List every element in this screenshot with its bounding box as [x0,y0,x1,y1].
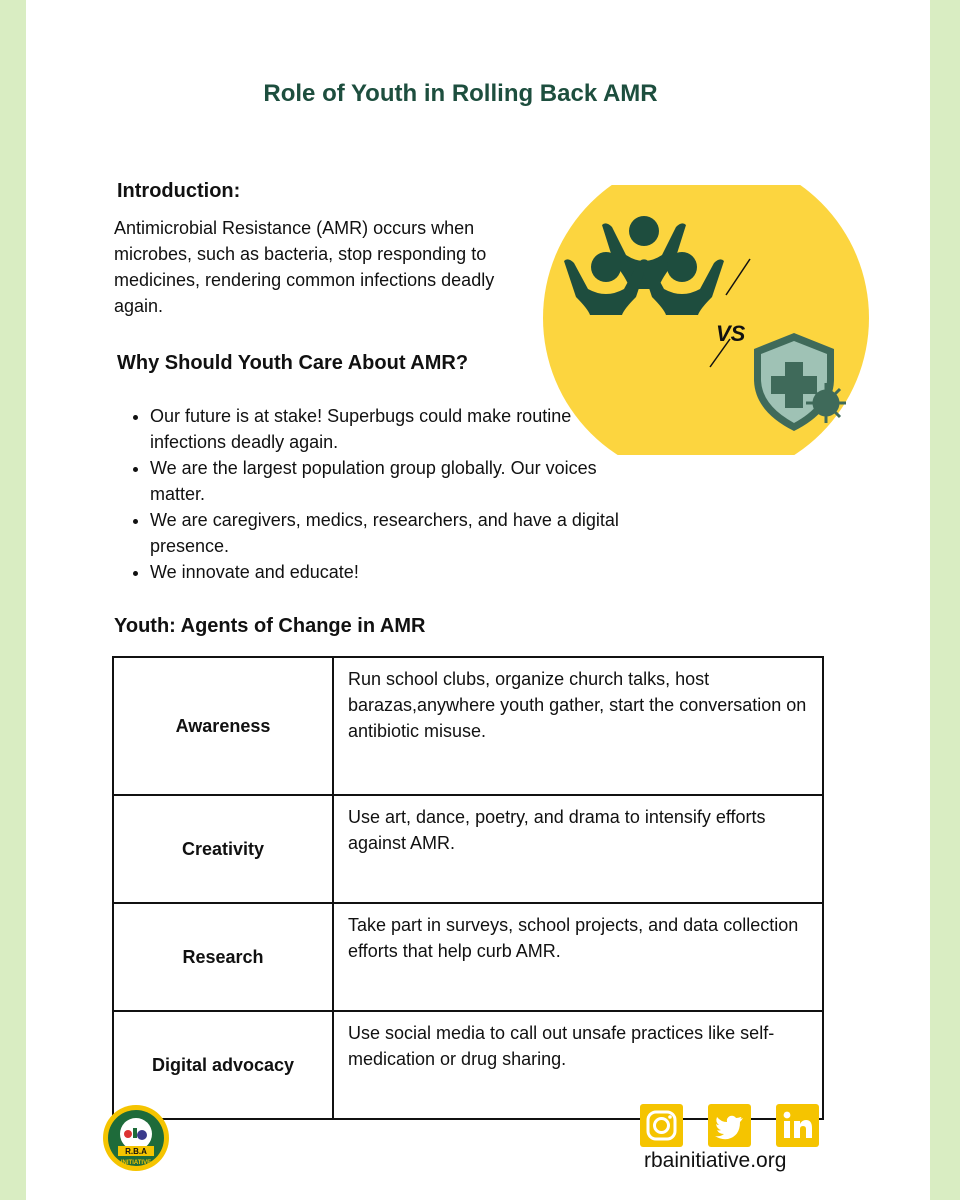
website-link[interactable]: rbainitiative.org [644,1149,787,1172]
list-item: • Our future is at stake! Superbugs could make routine infections deadly again. [150,403,620,455]
instagram-icon[interactable] [640,1104,683,1147]
table-row [113,903,823,1011]
row-label: Awareness [113,657,333,795]
row-description: Run school clubs, organize church talks, host barazas,anywhere youth gather, start the conversation on antibiotic misuse. [333,657,823,795]
row-description: Use social media to call out unsafe practices like self-medication or drug sharing. [333,1011,823,1119]
vs-label: VS [716,321,746,346]
list-item: • We are the largest population group globally. Our voices matter. [150,455,620,507]
row-label: Research [113,903,333,1011]
table-row [113,1011,823,1119]
flyer-page [26,0,930,1200]
agents-table [112,656,824,1120]
agents-heading: Youth: Agents of Change in AMR [114,615,426,637]
logo-subtext: INITIATIVE [120,1160,152,1166]
table-row [113,657,823,795]
row-description: Take part in surveys, school projects, and data collection efforts that help curb AMR. [333,903,823,1011]
linkedin-icon[interactable] [776,1104,819,1147]
why-heading: Why Should Youth Care About AMR? [117,352,469,374]
row-label: Digital advocacy [113,1011,333,1119]
introduction-heading: Introduction: [117,180,241,202]
row-description: Use art, dance, poetry, and drama to intensify efforts against AMR. [333,795,823,903]
social-links [640,1104,820,1146]
list-item: • We are caregivers, medics, researchers, and have a digital presence. [150,507,620,559]
page-title: Role of Youth in Rolling Back AMR [263,80,658,107]
logo-text: R.B.A [125,1147,147,1156]
list-item: • We innovate and educate! [150,559,620,585]
youth-vs-amr-illustration [534,185,874,455]
introduction-text: Antimicrobial Resistance (AMR) occurs when microbes, such as bacteria, stop responding to medicines, rendering common infections deadly again. [114,218,495,316]
row-label: Creativity [113,795,333,903]
twitter-icon[interactable] [708,1104,751,1147]
table-row [113,795,823,903]
rba-logo [102,1104,170,1172]
